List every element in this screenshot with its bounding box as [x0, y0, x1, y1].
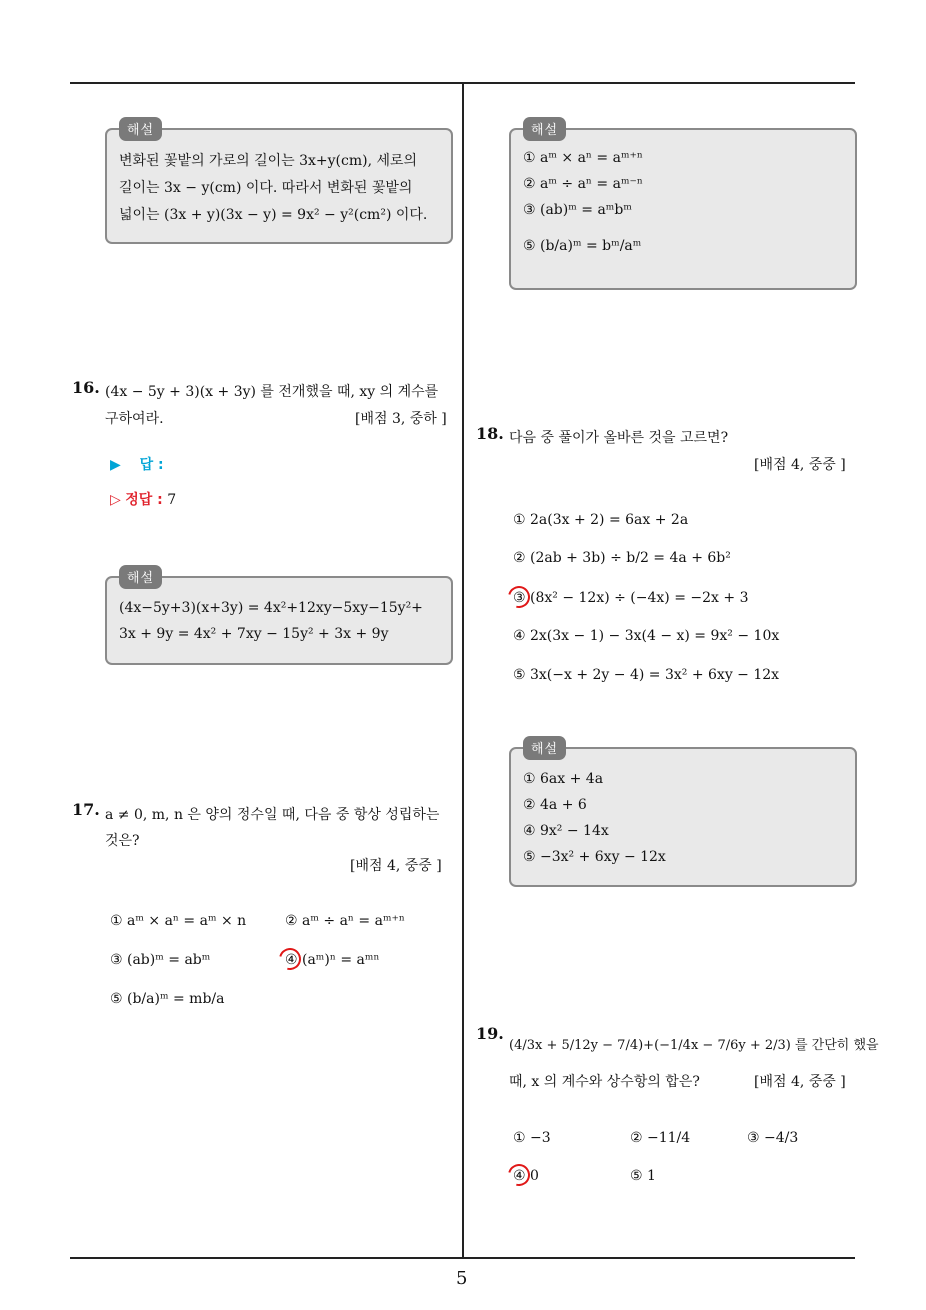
answer-circle-mark: [275, 944, 305, 974]
question-number: 17.: [72, 800, 100, 819]
option-2[interactable]: ② aᵐ ÷ aⁿ = aᵐ⁺ⁿ: [285, 913, 405, 929]
explanation-tab: 해설: [119, 565, 162, 589]
column-divider: [462, 82, 464, 1258]
question-text: 때, x 의 계수와 상수항의 합은?: [509, 1074, 700, 1090]
question-number: 18.: [476, 424, 504, 443]
explanation-line: ② aᵐ ÷ aⁿ = aᵐ⁻ⁿ: [523, 176, 643, 192]
correct-answer-row: [110, 489, 176, 509]
option-2[interactable]: ② (2ab + 3b) ÷ b/2 = 4a + 6b²: [513, 550, 731, 566]
question-text: 구하여라.: [105, 411, 164, 427]
option-5[interactable]: ⑤ (b/a)ᵐ = mb/a: [110, 991, 225, 1007]
explanation-line: 변화된 꽃밭의 가로의 길이는 3x+y(cm), 세로의: [119, 153, 418, 169]
option-3[interactable]: ③ (ab)ᵐ = abᵐ: [110, 952, 211, 968]
explanation-box-16: [105, 576, 453, 665]
question-text: a ≠ 0, m, n 은 양의 정수일 때, 다음 중 항상 성립하는: [105, 807, 440, 823]
score-meta: [배점 4, 중중 ]: [350, 858, 442, 874]
score-meta: [배점 3, 중하 ]: [355, 411, 447, 427]
explanation-line: ② 4a + 6: [523, 797, 587, 813]
explanation-line: ③ (ab)ᵐ = aᵐbᵐ: [523, 202, 632, 218]
question-19: [476, 1024, 504, 1043]
explanation-tab: 해설: [523, 117, 566, 141]
answer-row: [110, 454, 164, 474]
option-5[interactable]: ⑤ 3x(−x + 2y − 4) = 3x² + 6xy − 12x: [513, 667, 780, 683]
explanation-box-15: [105, 128, 453, 244]
option-4[interactable]: ④ 2x(3x − 1) − 3x(4 − x) = 9x² − 10x: [513, 628, 780, 644]
explanation-line: ⑤ −3x² + 6xy − 12x: [523, 849, 666, 865]
question-text: 다음 중 풀이가 올바른 것을 고르면?: [509, 430, 729, 446]
option-4[interactable]: ④ 0: [513, 1168, 539, 1184]
explanation-tab: 해설: [523, 736, 566, 760]
explanation-line: ⑤ (b/a)ᵐ = bᵐ/aᵐ: [523, 238, 642, 254]
explanation-tab: 해설: [119, 117, 162, 141]
score-meta: [배점 4, 중중 ]: [754, 457, 846, 473]
explanation-line: 넓이는 (3x + y)(3x − y) = 9x² − y²(cm²) 이다.: [119, 207, 428, 223]
explanation-line: ① 6ax + 4a: [523, 771, 604, 787]
question-text: (4x − 5y + 3)(x + 3y) 를 전개했을 때, xy 의 계수를: [105, 384, 439, 400]
page-number: 5: [456, 1268, 468, 1289]
option-5[interactable]: ⑤ 1: [630, 1168, 656, 1184]
answer-circle-mark: [504, 1160, 534, 1190]
score-meta: [배점 4, 중중 ]: [754, 1074, 846, 1090]
explanation-line: ① aᵐ × aⁿ = aᵐ⁺ⁿ: [523, 150, 643, 166]
answer-label: 답 :: [139, 457, 164, 473]
option-1[interactable]: ① −3: [513, 1130, 551, 1146]
question-text: (4/3x + 5/12y − 7/4)+(−1/4x − 7/6y + 2/3) 를 간단히 했을: [509, 1038, 879, 1053]
option-4[interactable]: ④ (aᵐ)ⁿ = aᵐⁿ: [285, 952, 380, 968]
question-17: [72, 800, 100, 819]
explanation-line: (4x−5y+3)(x+3y) = 4x²+12xy−5xy−15y²+: [119, 600, 423, 616]
option-1[interactable]: ① 2a(3x + 2) = 6ax + 2a: [513, 512, 689, 528]
outline-triangle-icon: ▷: [110, 492, 121, 508]
question-text: 것은?: [105, 833, 140, 849]
answer-circle-mark: [504, 582, 534, 612]
explanation-box-17: [509, 128, 857, 290]
option-2[interactable]: ② −11/4: [630, 1130, 691, 1146]
question-number: 16.: [72, 378, 100, 397]
question-number: 19.: [476, 1024, 504, 1043]
play-triangle-icon: ▶: [110, 457, 121, 473]
explanation-line: 길이는 3x − y(cm) 이다. 따라서 변화된 꽃밭의: [119, 180, 413, 196]
explanation-box-18: [509, 747, 857, 887]
explanation-line: 3x + 9y = 4x² + 7xy − 15y² + 3x + 9y: [119, 626, 389, 642]
question-18: [476, 424, 504, 443]
explanation-line: ④ 9x² − 14x: [523, 823, 609, 839]
question-16: [72, 378, 100, 397]
option-1[interactable]: ① aᵐ × aⁿ = aᵐ × n: [110, 913, 247, 929]
option-3[interactable]: ③ −4/3: [747, 1130, 799, 1146]
correct-label: 정답 :: [125, 492, 163, 508]
option-3[interactable]: ③ (8x² − 12x) ÷ (−4x) = −2x + 3: [513, 590, 749, 606]
correct-value: 7: [167, 492, 177, 508]
